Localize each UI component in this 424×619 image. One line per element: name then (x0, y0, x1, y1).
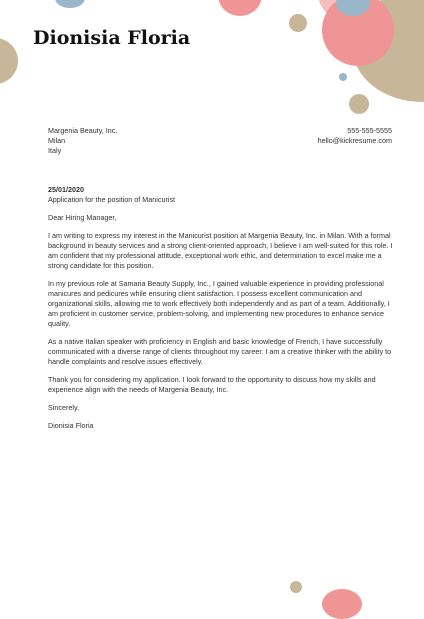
paragraph-4: Thank you for considering my application. I look forward to the opportunity to discuss how my skills and experience align with the needs of Margenia Beauty, Inc. (48, 375, 376, 394)
decor-circle-pink-top (218, 0, 262, 16)
paragraph-2: In my previous role at Samaria Beauty Supply, Inc., I gained valuable experience in providing professional manicures and pedicures while ensuring client satisfaction. I possess excellent communication and organizational skills, allowing me to work effectively both independently and as part of a team. Additionally, I am proficient in customer service, problem-solving, and implementing new procedures to enhance service quality. (48, 279, 390, 328)
sender-phone: 555-555-5555 (347, 126, 392, 135)
decor-circle-tan-left (0, 38, 18, 84)
applicant-name: Dionisia Floria (33, 27, 191, 49)
letter-date: 25/01/2020 (48, 185, 84, 194)
sender-email: hello@kickresume.com (317, 136, 392, 145)
letter-body (48, 185, 394, 431)
decor-circle-pink-bottom (322, 589, 362, 619)
letter-subject: Application for the position of Manicurist (48, 195, 176, 204)
closing: Sincerely, (48, 403, 80, 412)
recipient-country: Italy (48, 146, 62, 155)
decor-circle-blue-dot (339, 73, 347, 81)
recipient-address (48, 126, 117, 156)
decor-circle-tan-small (289, 14, 307, 32)
decor-circle-tan-medium (349, 94, 369, 114)
recipient-company: Margenia Beauty, Inc. (48, 126, 118, 135)
recipient-city: Milan (48, 136, 66, 145)
paragraph-3: As a native Italian speaker with proficiency in English and basic knowledge of French, I have successfully communicated with a diverse range of clients throughout my career. I am a creative thinker with the ability to handle complaints and resolve issues effectively. (48, 337, 392, 366)
salutation: Dear Hiring Manager, (48, 213, 117, 222)
decor-circle-tan-bottom (290, 581, 302, 593)
paragraph-1: I am writing to express my interest in the Manicurist position at Margenia Beauty, Inc. in Milan. With a formal background in beauty services and a strong client-oriented approach, I believe I am well-suited for this role. I am confident that my professional attitude, exceptional work ethic, and determination to excel make me a strong candidate for this position. (48, 231, 393, 270)
signature: Dionisia Floria (48, 421, 94, 430)
sender-contact (318, 126, 392, 146)
decor-circle-blue-top (55, 0, 85, 8)
